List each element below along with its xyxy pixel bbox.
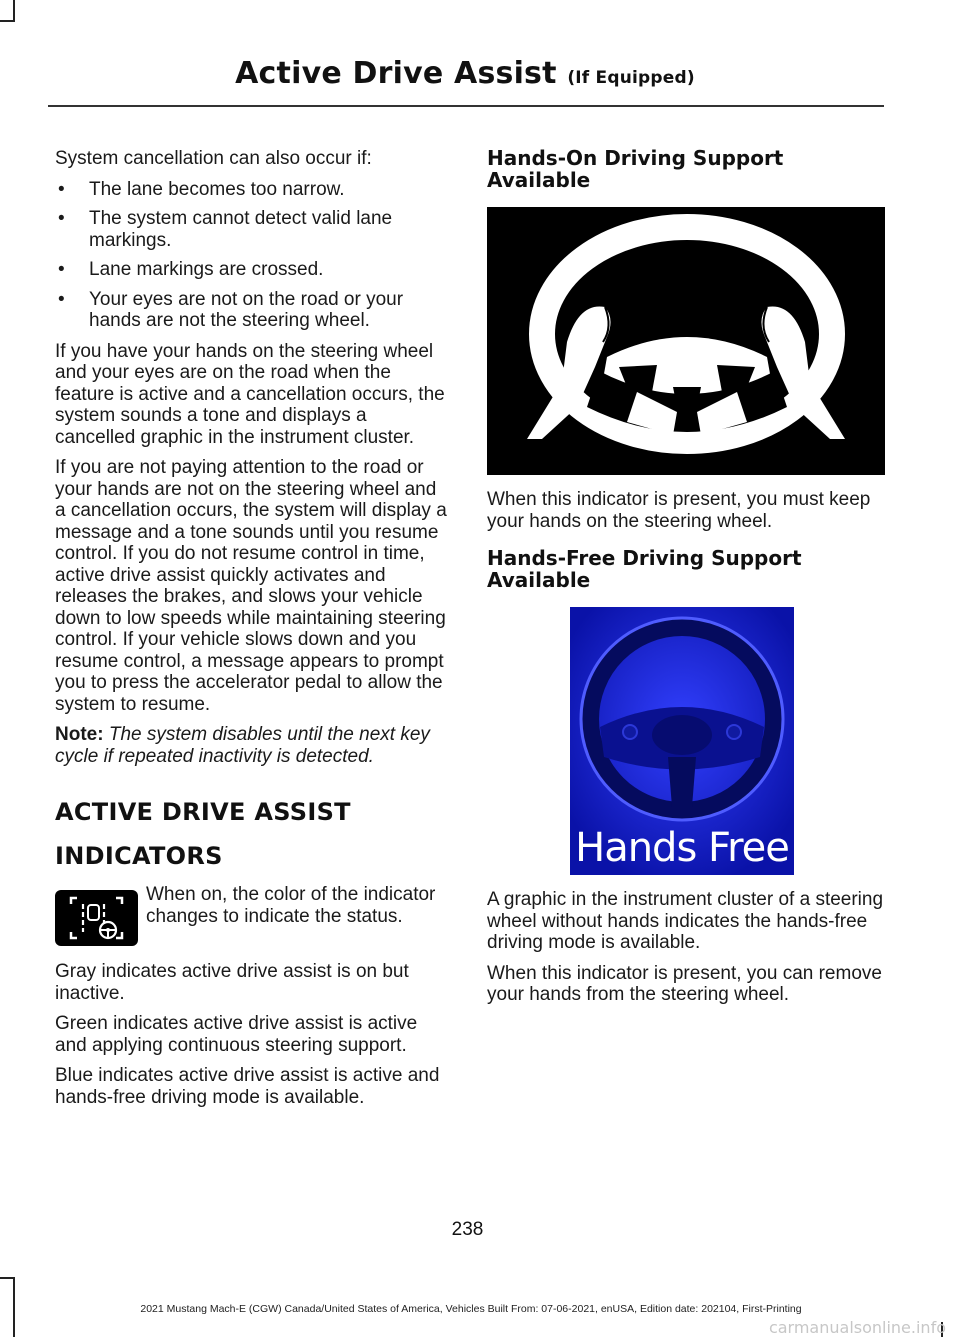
hands-free-heading [487,548,887,591]
header-rule [48,105,884,107]
heading-line: Hands-Free Driving Support [487,546,802,570]
header-title: Active Drive Assist [235,56,557,91]
gray-status-text: Gray indicates active drive assist is on but inactive. [55,961,409,1004]
indicator-description: When on, the color of the indicator changes to indicate the status. [146,884,436,927]
list-item-text: The system cannot detect valid lane markings. [89,208,393,251]
blue-status-text: Blue indicates active drive assist is active and hands-free driving mode is available. [55,1065,440,1108]
header-subtitle: (If Equipped) [567,68,695,88]
watermark: carmanualsonline.info [768,1318,946,1337]
active-drive-assist-icon [55,890,138,946]
intro-text: System cancellation can also occur if: [55,148,372,169]
section-heading [55,797,448,871]
hands-on-description: When this indicator is present, you must keep your hands on the steering wheel. [487,489,871,532]
bullet: • [58,288,65,310]
page-header [0,56,930,91]
graphic-description: A graphic in the instrument cluster of a steering wheel without hands indicates the hands-free driving mode is available. [487,889,884,953]
list-item [55,179,448,201]
hands-on-cancel-paragraph: If you have your hands on the steering wheel and your eyes are on the road when the feature is active and a cancellation occurs, the system sounds a tone and displays a cancelled graphic in the instrument cluster. [55,340,445,448]
indicator-row [55,884,448,947]
list-item [55,289,448,332]
note-text: The system disables until the next key cycle if repeated inactivity is detected. [55,724,430,767]
crop-mark [0,1277,15,1279]
right-column [487,148,887,1015]
page-number: 238 [451,1219,484,1240]
list-item [55,259,448,281]
list-item-text: The lane becomes too narrow. [89,178,345,200]
section-heading-line: INDICATORS [55,842,223,870]
cancellation-list [55,179,448,332]
hands-on-heading [487,148,887,191]
heading-line: Available [487,567,591,592]
bullet: • [58,259,65,280]
heading-line: Available [487,167,591,192]
bullet: • [58,208,65,229]
crop-mark [13,0,15,22]
list-item-text: Lane markings are crossed. [89,259,324,280]
list-item-text: Your eyes are not on the road or your hands are not the steering wheel. [89,288,404,331]
green-status-text: Green indicates active drive assist is active and applying continuous steering support. [55,1013,418,1056]
hands-free-description: When this indicator is present, you can remove your hands from the steering wheel. [487,962,882,1005]
left-column [55,148,448,1117]
footer-text: 2021 Mustang Mach-E (CGW) Canada/United States of America, Vehicles Built From: 07-06-2021, enUSA, Edition date: 202104, First-Printing [140,1303,802,1315]
list-item [55,208,448,251]
hands-free-label: Hands Free [575,825,789,871]
heading-line: Hands-On Driving Support [487,146,784,170]
note-label: Note: [55,724,104,745]
inattention-paragraph: If you are not paying attention to the road or your hands are not on the steering wheel and a cancellation occurs, the system will display a message and a tone sounds until you resume control. If you do not resume control in time, active drive assist quickly activates and releases the brakes, and slows your vehicle down to low speeds while maintaining steering control. If your vehicle slows down and you resume control, a message appears to prompt you to press the accelerator pedal to allow the system to resume. [55,457,447,715]
hands-on-steering-wheel-illustration [487,207,885,475]
crop-mark [0,20,15,22]
bullet: • [58,178,65,200]
note [55,724,448,767]
section-heading-line: ACTIVE DRIVE ASSIST [55,798,351,826]
hands-free-cluster-graphic [570,607,794,875]
hands-free-figure [487,607,885,875]
